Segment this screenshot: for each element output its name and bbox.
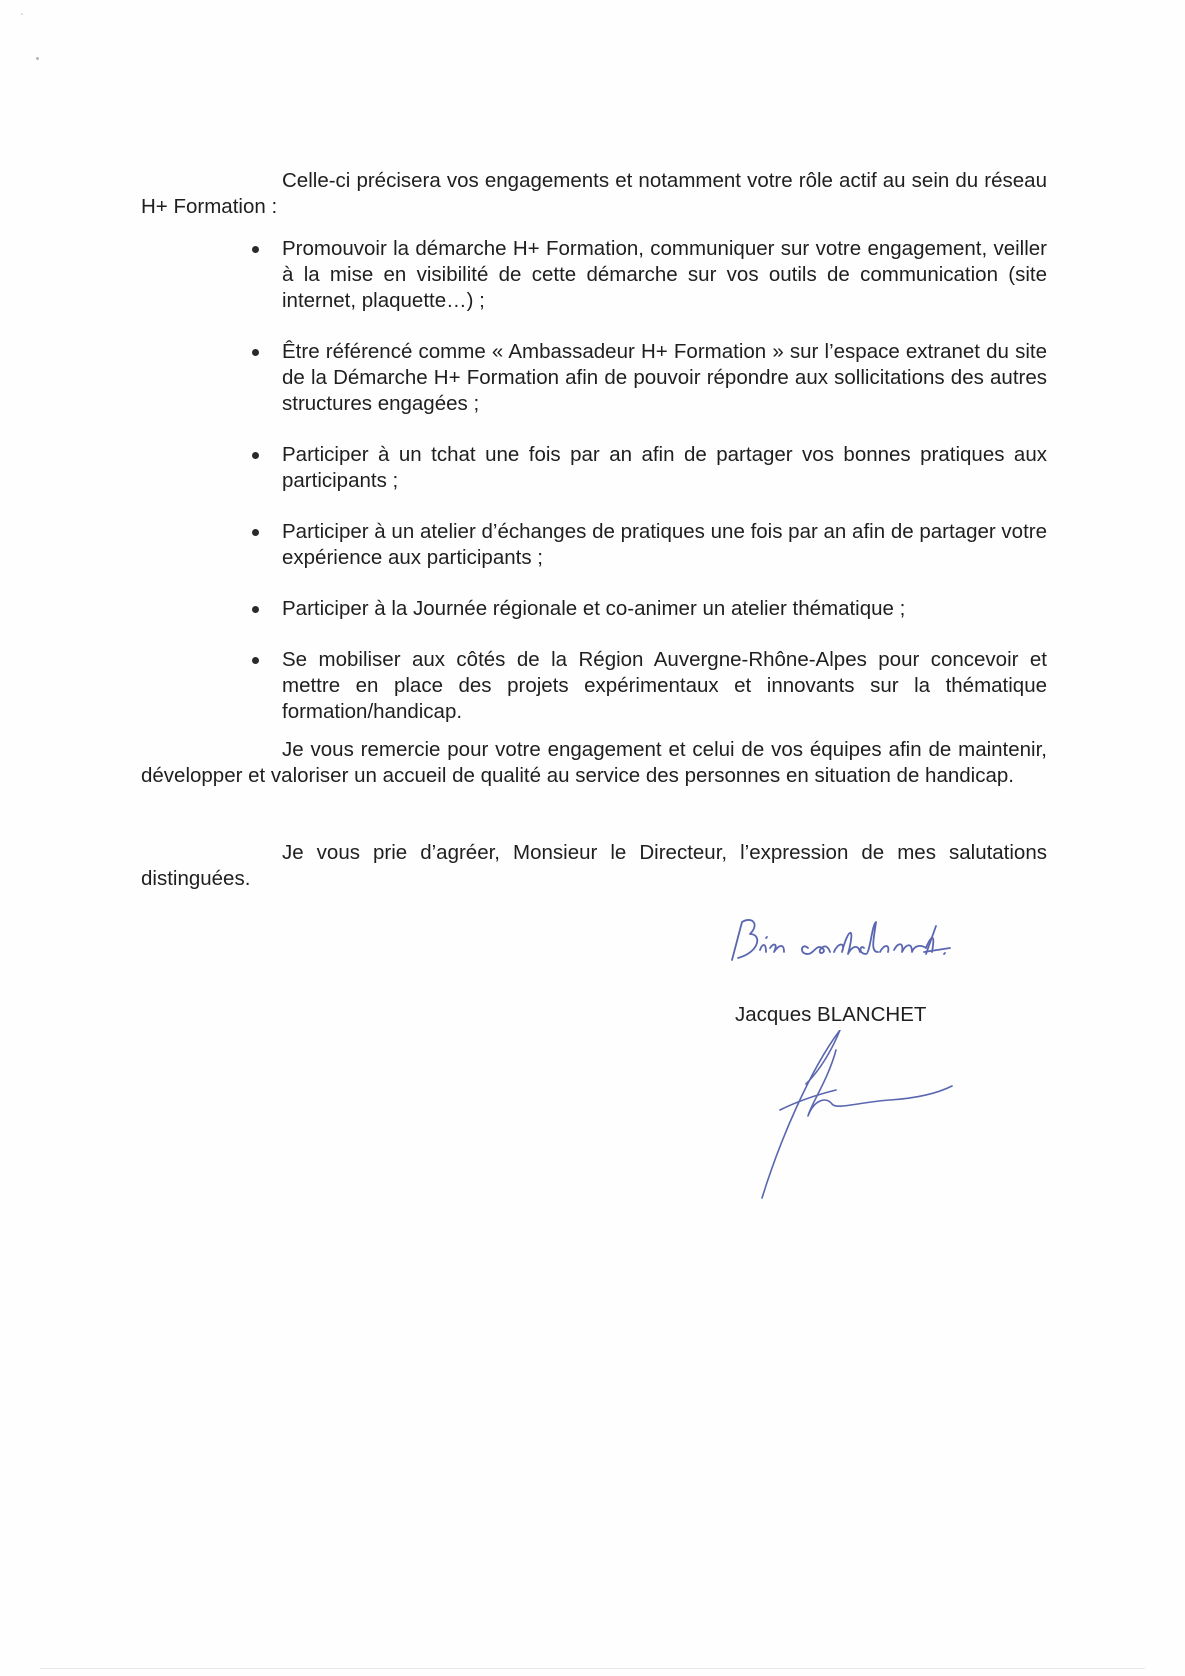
closing-paragraph: Je vous prie d’agréer, Monsieur le Directeur, l’expression de mes salutations distinguées. xyxy=(141,841,1047,890)
intro-paragraph: Celle-ci précisera vos engagements et notamment votre rôle actif au sein du réseau H+ Formation : xyxy=(141,169,1047,218)
list-item xyxy=(241,647,1047,725)
list-item xyxy=(241,236,1047,314)
handwritten-note xyxy=(720,908,1020,978)
list-item xyxy=(241,596,1047,622)
engagements-list xyxy=(241,236,1047,750)
bullet-icon xyxy=(252,246,259,253)
list-item-text: Participer à un tchat une fois par an afin de partager vos bonnes pratiques aux participants ; xyxy=(282,443,1047,492)
list-item-text: Promouvoir la démarche H+ Formation, communiquer sur votre engagement, veiller à la mise en visibilité de cette démarche sur vos outils de communication (site internet, plaquette…) ; xyxy=(282,237,1047,312)
thanks-paragraph: Je vous remercie pour votre engagement et celui de vos équipes afin de maintenir, développer et valoriser un accueil de qualité au service des personnes en situation de handicap. xyxy=(141,738,1047,787)
list-item xyxy=(241,519,1047,571)
signature xyxy=(740,1030,970,1210)
list-item xyxy=(241,339,1047,417)
scan-speck xyxy=(21,13,23,15)
list-item-text: Participer à un atelier d’échanges de pratiques une fois par an afin de partager votre expérience aux participants ; xyxy=(282,520,1047,569)
bullet-icon xyxy=(252,349,259,356)
bullet-icon xyxy=(252,452,259,459)
list-item-text: Être référencé comme « Ambassadeur H+ Formation » sur l’espace extranet du site de la Démarche H+ Formation afin de pouvoir répondre aux sollicitations des autres structures engagées ; xyxy=(282,340,1047,415)
page-edge xyxy=(40,1668,1145,1669)
signatory-name: Jacques BLANCHET xyxy=(735,1003,927,1026)
list-item-text: Se mobiliser aux côtés de la Région Auvergne-Rhône-Alpes pour concevoir et mettre en place des projets expérimentaux et innovants sur la thématique formation/handicap. xyxy=(282,648,1047,723)
bullet-icon xyxy=(252,657,259,664)
scan-speck xyxy=(36,57,39,60)
bullet-icon xyxy=(252,606,259,613)
list-item xyxy=(241,442,1047,494)
bullet-icon xyxy=(252,529,259,536)
list-item-text: Participer à la Journée régionale et co-animer un atelier thématique ; xyxy=(282,597,906,620)
